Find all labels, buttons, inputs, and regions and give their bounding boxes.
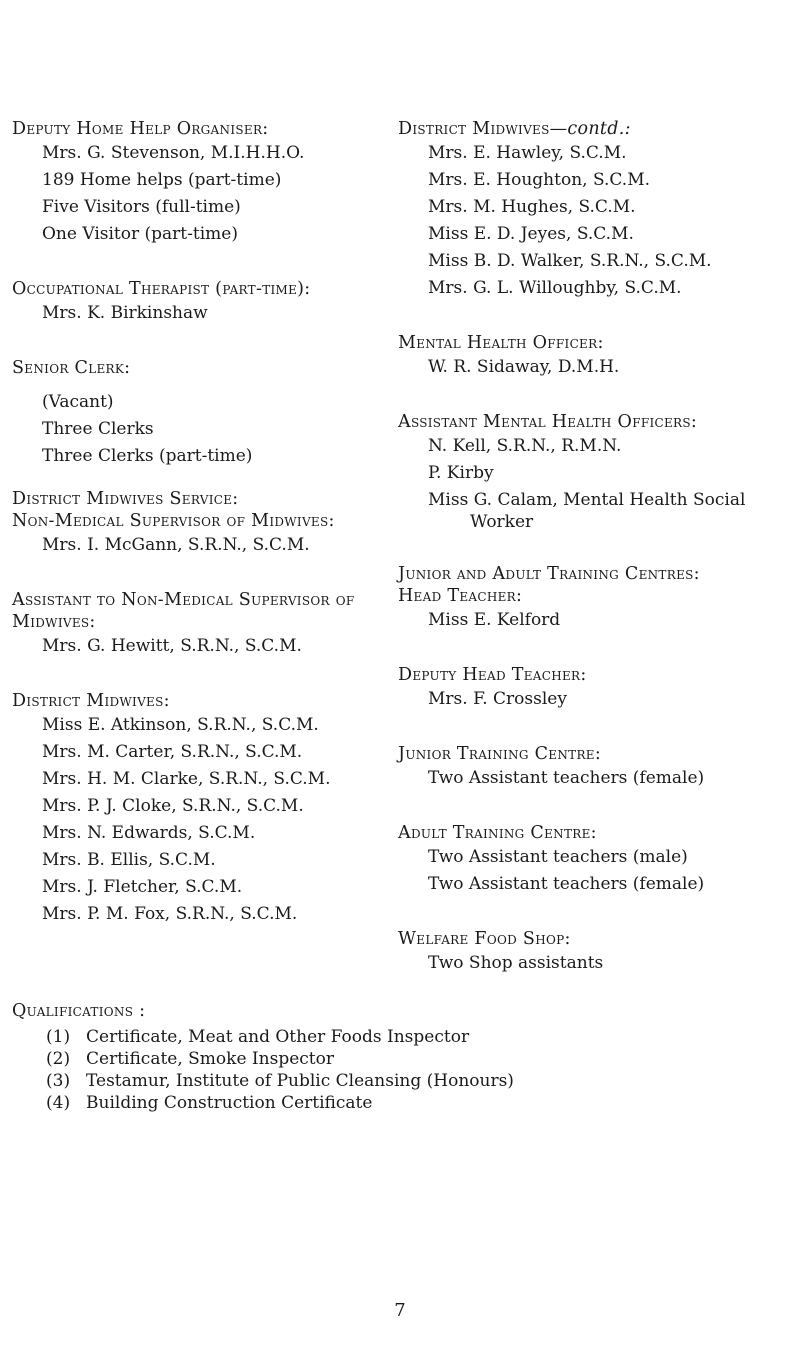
- staff-entry: Mrs. E. Hawley, S.C.M.: [428, 143, 627, 163]
- staff-entry: Mrs. G. Hewitt, S.R.N., S.C.M.: [42, 636, 302, 656]
- staff-entry: 189 Home helps (part-time): [42, 170, 282, 190]
- section-deputy-head-teacher: [398, 664, 790, 713]
- section-heading: Assistant to Non-Medical Supervisor of: [12, 590, 355, 610]
- staff-entry: Two Assistant teachers (female): [428, 768, 705, 788]
- section-midwives-service: [12, 488, 392, 559]
- qualification-text: Certificate, Meat and Other Foods Inspector: [86, 1027, 470, 1047]
- section-assistant-supervisor: [12, 589, 392, 660]
- qualifications-block: [12, 1000, 782, 1114]
- section-deputy-home-help: [12, 118, 392, 248]
- section-subheading: Head Teacher:: [398, 586, 523, 606]
- qualification-text: Certificate, Smoke Inspector: [86, 1049, 334, 1069]
- section-junior-training-centre: [398, 743, 790, 792]
- staff-entry: [428, 489, 790, 533]
- section-district-midwives-contd: [398, 118, 790, 302]
- qualification-number: (2): [46, 1049, 71, 1069]
- section-heading: District Midwives:: [12, 691, 170, 711]
- qualification-item: [46, 1092, 782, 1114]
- section-assistant-mental-health-officers: [398, 411, 790, 533]
- qualification-number: (1): [46, 1027, 71, 1047]
- staff-entry: Miss E. Kelford: [428, 610, 561, 630]
- staff-entry: Three Clerks (part-time): [42, 446, 253, 466]
- section-occupational-therapist: [12, 278, 392, 327]
- section-heading: Junior and Adult Training Centres:: [398, 564, 700, 584]
- section-heading: District Midwives Service:: [12, 489, 239, 509]
- staff-entry: Mrs. B. Ellis, S.C.M.: [42, 850, 216, 870]
- right-column: [398, 118, 790, 977]
- staff-entry: P. Kirby: [428, 463, 494, 483]
- staff-entry: Mrs. M. Hughes, S.C.M.: [428, 197, 636, 217]
- staff-entry: Mrs. M. Carter, S.R.N., S.C.M.: [42, 742, 303, 762]
- qualification-number: (3): [46, 1071, 71, 1091]
- qualifications-heading: Qualifications :: [12, 1001, 146, 1021]
- section-adult-training-centre: [398, 822, 790, 898]
- section-heading: Senior Clerk:: [12, 358, 131, 378]
- staff-entry: Mrs. P. J. Cloke, S.R.N., S.C.M.: [42, 796, 304, 816]
- qualification-item: [46, 1070, 782, 1092]
- section-heading: [398, 118, 790, 140]
- staff-entry: N. Kell, S.R.N., R.M.N.: [428, 436, 622, 456]
- qualification-number: (4): [46, 1093, 71, 1113]
- section-senior-clerk: [12, 357, 392, 470]
- section-training-centres: [398, 563, 790, 634]
- staff-entry: Miss B. D. Walker, S.R.N., S.C.M.: [428, 251, 712, 271]
- staff-entry: Mrs. G. L. Willoughby, S.C.M.: [428, 278, 682, 298]
- section-heading: Mental Health Officer:: [398, 333, 604, 353]
- staff-entry: Mrs. I. McGann, S.R.N., S.C.M.: [42, 535, 310, 555]
- staff-entry: W. R. Sidaway, D.M.H.: [428, 357, 620, 377]
- staff-entry: Miss E. Atkinson, S.R.N., S.C.M.: [42, 715, 319, 735]
- qualification-item: [46, 1048, 782, 1070]
- staff-entry: Two Shop assistants: [428, 953, 604, 973]
- section-subheading: Non-Medical Supervisor of Midwives:: [12, 511, 335, 531]
- section-district-midwives: [12, 690, 392, 928]
- section-heading: Assistant Mental Health Officers:: [398, 412, 698, 432]
- staff-entry: Mrs. J. Fletcher, S.C.M.: [42, 877, 243, 897]
- section-heading: Deputy Home Help Organiser:: [12, 119, 269, 139]
- staff-entry: Two Assistant teachers (male): [428, 847, 688, 867]
- section-heading: Adult Training Centre:: [398, 823, 597, 843]
- staff-entry: Mrs. N. Edwards, S.C.M.: [42, 823, 256, 843]
- section-heading: Junior Training Centre:: [398, 744, 602, 764]
- staff-entry: Mrs. P. M. Fox, S.R.N., S.C.M.: [42, 904, 298, 924]
- staff-entry: Two Assistant teachers (female): [428, 874, 705, 894]
- staff-entry: One Visitor (part-time): [42, 224, 238, 244]
- entry-line-cont: Worker: [470, 512, 534, 532]
- entry-line: Miss G. Calam, Mental Health Social: [428, 490, 746, 510]
- qualification-text: Building Construction Certificate: [86, 1093, 373, 1113]
- qualification-item: [46, 1026, 782, 1048]
- staff-entry: Mrs. F. Crossley: [428, 689, 567, 709]
- heading-text: District Midwives: [398, 119, 550, 139]
- section-heading: Welfare Food Shop:: [398, 929, 571, 949]
- staff-entry: (Vacant): [42, 392, 114, 412]
- qualification-text: Testamur, Institute of Public Cleansing (Honours): [86, 1071, 514, 1091]
- section-heading: Deputy Head Teacher:: [398, 665, 587, 685]
- staff-entry: Mrs. E. Houghton, S.C.M.: [428, 170, 651, 190]
- section-mental-health-officer: [398, 332, 790, 381]
- staff-entry: Three Clerks: [42, 419, 154, 439]
- staff-entry: Mrs. H. M. Clarke, S.R.N., S.C.M.: [42, 769, 331, 789]
- left-column: [12, 118, 392, 928]
- staff-entry: Mrs. K. Birkinshaw: [42, 303, 208, 323]
- section-heading: Occupational Therapist (part-time):: [12, 279, 311, 299]
- staff-entry: Five Visitors (full-time): [42, 197, 241, 217]
- staff-entry: Mrs. G. Stevenson, M.I.H.H.O.: [42, 143, 305, 163]
- page-number: 7: [394, 1300, 406, 1321]
- staff-entry: Miss E. D. Jeyes, S.C.M.: [428, 224, 634, 244]
- section-heading-cont: Midwives:: [12, 612, 96, 632]
- heading-suffix: —contd.:: [549, 119, 631, 139]
- section-welfare-food-shop: [398, 928, 790, 977]
